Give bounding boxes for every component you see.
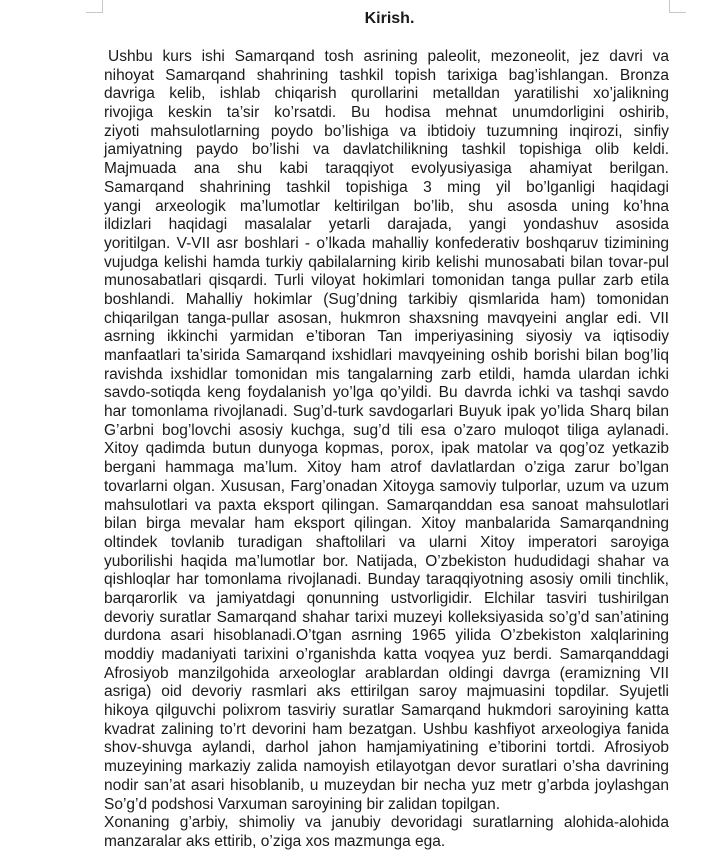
text-line: rivojiga keskin ta’sir ko’rsatdi. Bu hodisa mehnat unumdorligini oshirib,: [104, 104, 669, 122]
text-line: nihoyat Samarqand shahrining tashkil topish tarixiga bag’ishlangan. Bronza: [104, 66, 669, 84]
text-line: bilan birga mevalar ham eksport qilingan. Xitoy manbalarida Samarqandning: [104, 515, 669, 533]
text-line: vujudga kelishi hamda turkiy qabilalarning kirib kelishi munosabati bilan tovar-pul: [104, 253, 669, 271]
text-line: kvadrat zalining to’rt devorini ham bezatgan. Ushbu kashfiyot arxeologiya fanida: [104, 720, 669, 738]
page-corner-mark-left: [86, 0, 103, 13]
text-line: boshlandi. Mahalliy hokimlar (Sug’dning tarkibiy qismlarida ham) tomonidan: [104, 290, 669, 308]
paragraph: [104, 48, 669, 814]
text-line: manfaatlari ta’sirida Samarqand ixshidlari mavqyeining oshib borishi bilan bog’liq: [104, 347, 669, 364]
text-line: Majmuada ana shu kabi taraqqiyot evolyusiyasiga ahamiyat berilgan.: [104, 160, 669, 178]
text-line: ildizlari haqidagi masalalar yetarli darajada, yangi yondashuv asosida: [104, 216, 669, 234]
text-line: ziyoti mahsulotlarning poydo bo’lishiga va ibtidoiy tuzumning inqirozi, sinfiy: [104, 122, 669, 140]
text-line: mahsulotlari va paxta eksport qilingan. Samarqanddan esa sanoat mahsulotlari: [104, 496, 669, 514]
document-page: [104, 8, 669, 852]
text-line: yangi arxeologik ma’lumotlar keltirilgan bo’lib, shu asosda uning ko’hna: [104, 197, 669, 215]
text-line: So’g’d podshosi Varxuman saroyining bir zalidan topilgan.: [104, 795, 501, 813]
text-line: Samarqand shahrining tashkil topishiga 3 ming yil bo’lganligi haqidagi: [104, 178, 669, 196]
text-line: muzeyining markaziy zalida namoyish etilayotgan devor suratlari o’sha davrining: [104, 758, 669, 776]
text-line: devoriy suratlar Samarqand shahar tarixi muzeyi kolleksiyasida so’g’d san’atining: [104, 608, 669, 626]
text-line: yuborilishi haqida ma’lumotlar bor. Natijada, O’zbekiston hududidagi shahar va: [104, 552, 669, 570]
text-line: Ushbu kurs ishi Samarqand tosh asrining paleolit, mezoneolit, jez davri va: [108, 48, 669, 65]
text-line: bergani hammaga ma’lum. Xitoy ham atrof davlatlardan o’ziga zarur bo’lgan: [104, 459, 669, 477]
paragraph: [104, 814, 669, 851]
text-line: manzaralar aks ettirib, o’ziga xos mazmunga ega.: [104, 832, 446, 850]
text-line: barqarorlik va jamiyatdagi qonunning ustvorligidir. Elchilar tasviri tushirilgan: [104, 589, 669, 607]
document-title: Kirish.: [364, 10, 415, 27]
text-line: Xonaning g’arbiy, shimoliy va janubiy devoridagi suratlarning alohida-alohida: [104, 814, 669, 832]
text-line: davriga kelib, ishlab chiqarish qurollarini metalldan yaratilishi xo’jalikning: [104, 85, 669, 103]
text-line: savdo-sotiqda keng foydalanish yo’lga qo’yildi. Bu davrda ichki va tashqi savdo: [104, 384, 669, 402]
text-line: asriga) oid devoriy rasmlari aks ettirilgan saroy majmuasini topdilar. Syujetli: [104, 683, 669, 701]
text-line: nodir san’at asari hisoblanib, u muzeydan bir necha yuz metr g’arbda joylashgan: [104, 776, 669, 794]
text-line: Afrosiyob manzilgohida arxeologlar arablardan oldingi davrga (eramizning VII: [104, 664, 669, 682]
text-line: munosabatlari qisqardi. Turli viloyat hokimlari tomonidan tanga pullar zarb etila: [104, 272, 669, 290]
text-line: shov-shuvga aylandi, darhol jahon hamjamiyatining e’tiborini tortdi. Afrosiyob: [104, 739, 669, 757]
text-line: jamiyatning paydo bo’lishi va davlatchilikning tashkil topishiga olib keldi.: [104, 141, 669, 159]
text-line: moddiy madaniyati tarixini o’rganishda katta voqyea yuz berdi. Samarqanddagi: [104, 646, 669, 663]
text-line: G’arbni bog’lovchi asosiy kuchga, sug’d tili esa o’zaro muloqot tiliga aylanadi.: [104, 421, 669, 439]
page-corner-mark-right: [669, 0, 686, 13]
text-line: tovarlarni olgan. Xususan, Farg’onadan Xitoyga samoviy tulporlar, uzum va uzum: [104, 477, 669, 495]
text-line: asrning ikkinchi yarmidan e’tiboran Tan imperiyasining siyosiy va iqtisodiy: [104, 328, 669, 346]
text-line: yoritilgan. V-VII asr boshlari - o’lkada mahalliy konfederativ boshqaruv tizimining: [104, 234, 669, 252]
text-line: oltindek tovlanib turadigan shaftolilari va ularni Xitoy imperatori saroyiga: [104, 533, 669, 551]
text-line: Xitoy qadimda butun dunyoga kopmas, porox, ipak matolar va qog’oz yetkazib: [104, 440, 669, 458]
document-body: [104, 48, 669, 852]
text-line: ravishda ixshidlar tomonidan mis tangalarning zarb etildi, hamda ulardan ichki: [104, 365, 669, 383]
text-line: durdona asari hisoblanadi.O’tgan asrning 1965 yilida O’zbekiston xalqlarining: [104, 627, 669, 645]
text-line: hikoya qilguvchi polixrom tasviriy suratlar Samarqand hukmdori saroyining katta: [104, 702, 669, 720]
text-line: qishloqlar har tomonlama rivojlanadi. Bunday taraqqiyotning asosiy omili tinchlik,: [104, 571, 669, 589]
text-line: har tomonlama rivojlanadi. Sug’d-turk savdogarlari Buyuk ipak yo’lida Sharq bilan: [104, 403, 669, 421]
text-line: chiqarilgan tanga-pullar asosan, hukmron shaxsning mavqyeini anglar edi. VII: [104, 309, 669, 327]
